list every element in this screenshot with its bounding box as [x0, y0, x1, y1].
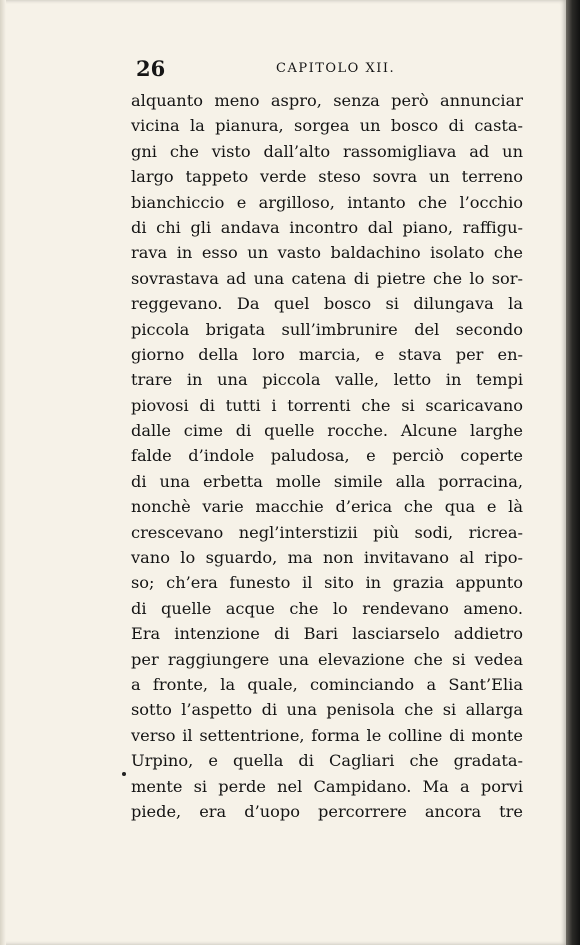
- text-line: rava in esso un vasto baldachino isolato che: [131, 243, 523, 263]
- text-line: piccola brigata sull’imbrunire del secondo: [131, 319, 523, 339]
- text-line: verso il settentrione, forma le colline di monte: [131, 725, 523, 745]
- text-line: piede, era d’uopo percorrere ancora tre: [131, 801, 523, 821]
- text-line: di una erbetta molle simile alla porracina,: [131, 471, 523, 491]
- text-line: nonchè varie macchie d’erica che qua e là: [131, 497, 523, 517]
- text-line: giorno della loro marcia, e stava per en-: [131, 344, 523, 364]
- text-line: reggevano. Da quel bosco si dilungava la: [131, 294, 523, 314]
- text-line: a fronte, la quale, cominciando a Sant’Elia: [131, 674, 523, 694]
- text-line: per raggiungere una elevazione che si vedea: [131, 649, 523, 669]
- text-line: trare in una piccola valle, letto in tempi: [131, 370, 523, 390]
- page-header: [136, 56, 518, 82]
- text-line: gni che visto dall’alto rassomigliava ad un: [131, 141, 523, 161]
- text-line: bianchiccio e argilloso, intanto che l’occhio: [131, 192, 523, 212]
- text-line: largo tappeto verde steso sovra un terreno: [131, 167, 523, 187]
- text-line: sovrastava ad una catena di pietre che lo sor-: [131, 268, 523, 288]
- text-line: mente si perde nel Campidano. Ma a porvi: [131, 776, 523, 796]
- ink-speck: [122, 772, 126, 776]
- page-gutter-shadow: [0, 0, 6, 945]
- binding-shadow: [566, 0, 580, 945]
- body-text: [131, 88, 523, 824]
- text-line: falde d’indole paludosa, e perciò coperte: [131, 446, 523, 466]
- text-line: Era intenzione di Bari lasciarselo addietro: [131, 624, 523, 644]
- running-head: CAPITOLO XII.: [276, 61, 396, 76]
- text-line: sotto l’aspetto di una penisola che si allarga: [131, 700, 523, 720]
- text-line: crescevano negl’interstizii più sodi, ricrea-: [131, 522, 523, 542]
- text-line: di chi gli andava incontro dal piano, raffigu-: [131, 217, 523, 237]
- text-line: alquanto meno aspro, senza però annunciar: [131, 91, 523, 110]
- text-line: vicina la pianura, sorgea un bosco di casta-: [131, 116, 523, 136]
- text-line: Urpino, e quella di Cagliari che gradata-: [131, 751, 523, 771]
- page-number: 26: [136, 56, 166, 81]
- text-line: so; ch’era funesto il sito in grazia appunto: [131, 573, 523, 593]
- text-line: di quelle acque che lo rendevano ameno.: [131, 598, 523, 618]
- text-line: piovosi di tutti i torrenti che si scaricavano: [131, 395, 523, 415]
- text-line: dalle cime di quelle rocche. Alcune larghe: [131, 421, 523, 441]
- text-line: vano lo sguardo, ma non invitavano al ripo-: [131, 548, 523, 568]
